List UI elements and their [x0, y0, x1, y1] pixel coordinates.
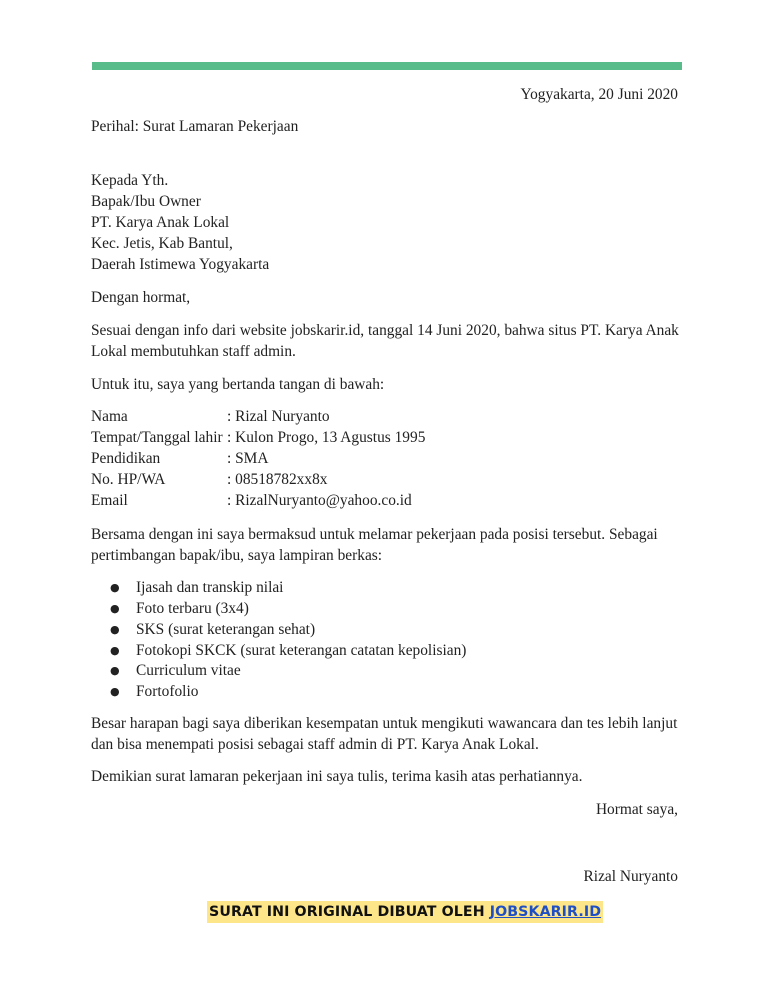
- recipient-line: Bapak/Ibu Owner: [91, 193, 201, 210]
- recipient-line: Kepada Yth.: [91, 172, 169, 189]
- bullet-icon: ●: [110, 623, 120, 636]
- bullet-icon: ●: [110, 581, 120, 594]
- field-label: Tempat/Tanggal lahir: [91, 429, 223, 446]
- field-label: No. HP/WA: [91, 471, 166, 488]
- paragraph-line: dan bisa menempati posisi sebagai staff admin di PT. Karya Anak Lokal.: [91, 736, 539, 753]
- paragraph-line: Lokal membutuhkan staff admin.: [91, 343, 296, 360]
- field-label: Nama: [91, 408, 128, 425]
- paragraph-line: Besar harapan bagi saya diberikan kesempatan untuk mengikuti wawancara dan tes lebih lanjut: [91, 715, 678, 732]
- paragraph-line: Sesuai dengan info dari website jobskarir.id, tanggal 14 Juni 2020, bahwa situs PT. Karya Anak: [91, 322, 679, 339]
- salutation: Hormat saya,: [595, 801, 678, 818]
- list-item: Curriculum vitae: [136, 662, 241, 679]
- bullet-icon: ●: [110, 644, 120, 657]
- bullet-icon: ●: [110, 664, 120, 677]
- subject-line: Perihal: Surat Lamaran Pekerjaan: [91, 118, 299, 135]
- recipient-line: Daerah Istimewa Yogyakarta: [91, 256, 270, 273]
- header-rule: [92, 62, 682, 70]
- recipient-line: PT. Karya Anak Lokal: [91, 214, 230, 231]
- place-date: Yogyakarta, 20 Juni 2020: [520, 86, 678, 103]
- field-label: Email: [91, 492, 128, 509]
- undersigned-line: Untuk itu, saya yang bertanda tangan di bawah:: [91, 376, 385, 393]
- signature-name: Rizal Nuryanto: [583, 868, 678, 885]
- paragraph-line: pertimbangan bapak/ibu, saya lampiran berkas:: [91, 547, 383, 564]
- field-value: : Rizal Nuryanto: [227, 408, 330, 425]
- list-item: SKS (surat keterangan sehat): [136, 621, 316, 638]
- field-value: : 08518782xx8x: [227, 471, 328, 488]
- list-item: Fotokopi SKCK (surat keterangan catatan kepolisian): [136, 642, 467, 659]
- bullet-icon: ●: [110, 685, 120, 698]
- recipient-line: Kec. Jetis, Kab Bantul,: [91, 235, 233, 252]
- list-item: Foto terbaru (3x4): [136, 600, 249, 617]
- field-value: : Kulon Progo, 13 Agustus 1995: [227, 429, 426, 446]
- field-value: : SMA: [227, 450, 269, 467]
- closing-line: Demikian surat lamaran pekerjaan ini saya tulis, terima kasih atas perhatiannya.: [91, 768, 583, 785]
- greeting: Dengan hormat,: [91, 289, 191, 306]
- paragraph-line: Bersama dengan ini saya bermaksud untuk melamar pekerjaan pada posisi tersebut. Sebagai: [91, 526, 658, 543]
- bullet-icon: ●: [110, 602, 120, 615]
- list-item: Fortofolio: [136, 683, 199, 700]
- footer-banner: [207, 901, 603, 923]
- field-label: Pendidikan: [91, 450, 161, 467]
- footer-text: SURAT INI ORIGINAL DIBUAT OLEH: [209, 904, 490, 920]
- list-item: Ijasah dan transkip nilai: [136, 579, 284, 596]
- footer-brand-link[interactable]: JOBSKARIR.ID: [489, 904, 602, 920]
- field-value: : RizalNuryanto@yahoo.co.id: [227, 492, 412, 509]
